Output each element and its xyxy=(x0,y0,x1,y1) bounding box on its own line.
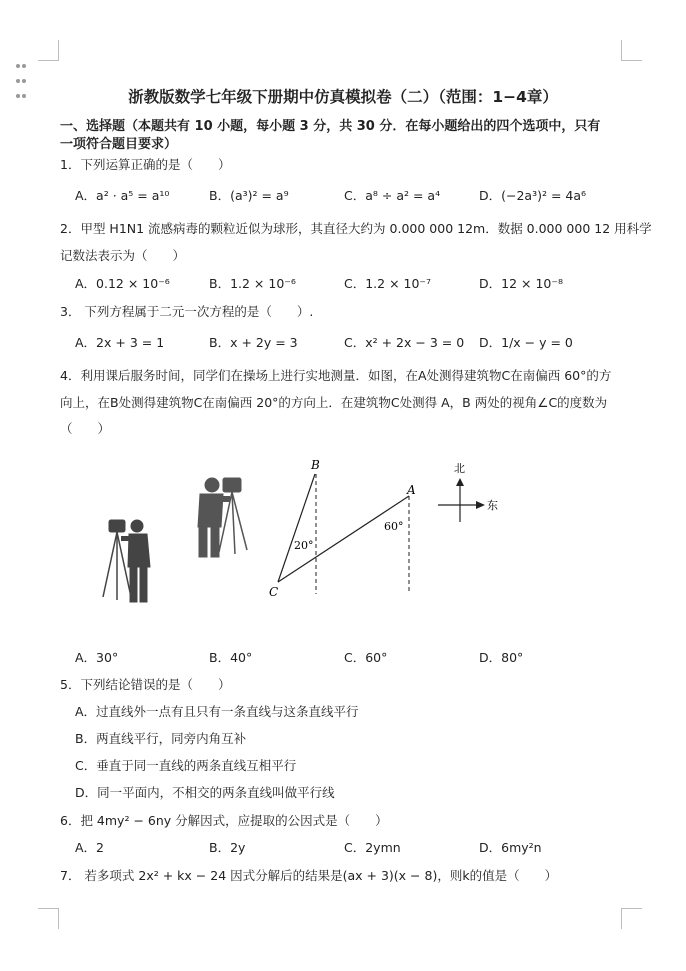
q2-option-b[interactable]: B．1.2 × 10⁻⁶ xyxy=(209,276,296,291)
question-6-options xyxy=(75,838,635,856)
label-b: B xyxy=(311,458,320,472)
q1-option-a[interactable]: A．a² · a⁵ = a¹⁰ xyxy=(75,188,170,203)
q2-option-d[interactable]: D．12 × 10⁻⁸ xyxy=(479,276,563,291)
angle-20-label: 20° xyxy=(294,539,314,552)
question-4-stem: 4．利用课后服务时间，同学们在操场上进行实地测量．如图，在A处测得建筑物C在南偏西 60°的方 xyxy=(60,368,612,383)
question-3-options xyxy=(75,333,635,351)
q6-option-d[interactable]: D．6my²n xyxy=(479,840,542,855)
q5-option-d[interactable]: D．同一平面内，不相交的两条直线叫做平行线 xyxy=(75,785,335,800)
corner-mark-top-right xyxy=(621,40,642,61)
question-4-stem-paren: （ ） xyxy=(60,421,111,436)
q3-option-c[interactable]: C．x² + 2x − 3 = 0 xyxy=(344,335,465,350)
surveyor-left-illustration xyxy=(103,520,150,602)
question-1-stem: 1．下列运算正确的是（ ） xyxy=(60,157,231,172)
section-heading: 一、选择题（本题共有 10 小题，每小题 3 分，共 30 分．在每小题给出的四个选项中，只有 xyxy=(60,119,601,134)
east-label: 东 xyxy=(487,499,498,512)
drag-handle-icon[interactable] xyxy=(15,57,27,102)
corner-mark-bottom-left xyxy=(38,908,59,929)
compass-icon xyxy=(438,478,485,522)
question-4-figure xyxy=(95,452,535,612)
corner-mark-top-left xyxy=(38,40,59,61)
q1-option-d[interactable]: D．(−2a³)² = 4a⁶ xyxy=(479,188,587,203)
page-title: 浙教版数学七年级下册期中仿真模拟卷（二）（范围：1−4章） xyxy=(128,88,558,106)
label-a: A xyxy=(407,483,416,497)
label-c: C xyxy=(269,585,279,599)
question-2-stem-cont: 记数法表示为（ ） xyxy=(60,248,186,263)
q2-option-c[interactable]: C．1.2 × 10⁻⁷ xyxy=(344,276,432,291)
geometry-diagram xyxy=(95,452,535,612)
question-4-stem-cont: 向上，在B处测得建筑物C在南偏西 20°的方向上．在建筑物C处测得 A，B 两处的视角∠C的度数为 xyxy=(60,395,608,410)
question-3-stem: 3． 下列方程属于二元一次方程的是（ ）. xyxy=(60,304,314,319)
q6-option-b[interactable]: B．2y xyxy=(209,840,246,855)
q3-option-b[interactable]: B．x + 2y = 3 xyxy=(209,335,298,350)
q4-option-b[interactable]: B．40° xyxy=(209,650,253,665)
question-4-options xyxy=(75,648,635,666)
q1-option-c[interactable]: C．a⁸ ÷ a² = a⁴ xyxy=(344,188,441,203)
north-label: 北 xyxy=(454,462,465,475)
q5-option-a[interactable]: A．过直线外一点有且只有一条直线与这条直线平行 xyxy=(75,704,359,719)
q3-option-d[interactable]: D．1/x − y = 0 xyxy=(479,335,573,350)
q5-option-b[interactable]: B．两直线平行，同旁内角互补 xyxy=(75,731,247,746)
q3-option-a[interactable]: A．2x + 3 = 1 xyxy=(75,335,165,350)
question-7-stem: 7． 若多项式 2x² + kx − 24 因式分解后的结果是(ax + 3)(x − 8)，则k的值是（ ） xyxy=(60,868,558,883)
question-2-options xyxy=(75,274,635,292)
corner-mark-bottom-right xyxy=(621,908,642,929)
q4-option-c[interactable]: C．60° xyxy=(344,650,388,665)
q1-option-b[interactable]: B．(a³)² = a⁹ xyxy=(209,188,289,203)
q4-option-d[interactable]: D．80° xyxy=(479,650,524,665)
angle-60-label: 60° xyxy=(384,520,404,533)
q6-option-a[interactable]: A．2 xyxy=(75,840,105,855)
surveyor-right-illustration xyxy=(198,478,247,557)
q6-option-c[interactable]: C．2ymn xyxy=(344,840,401,855)
question-5-stem: 5．下列结论错误的是（ ） xyxy=(60,677,231,692)
question-6-stem: 6．把 4my² − 6ny 分解因式，应提取的公因式是（ ） xyxy=(60,813,388,828)
q2-option-a[interactable]: A．0.12 × 10⁻⁶ xyxy=(75,276,170,291)
q4-option-a[interactable]: A．30° xyxy=(75,650,119,665)
section-heading-cont: 一项符合题目要求） xyxy=(60,137,178,152)
q5-option-c[interactable]: C．垂直于同一直线的两条直线互相平行 xyxy=(75,758,297,773)
question-2-stem: 2．甲型 H1N1 流感病毒的颗粒近似为球形，其直径大约为 0.000 000 12m．数据 0.000 000 12 用科学 xyxy=(60,221,652,236)
question-1-options xyxy=(75,186,635,204)
